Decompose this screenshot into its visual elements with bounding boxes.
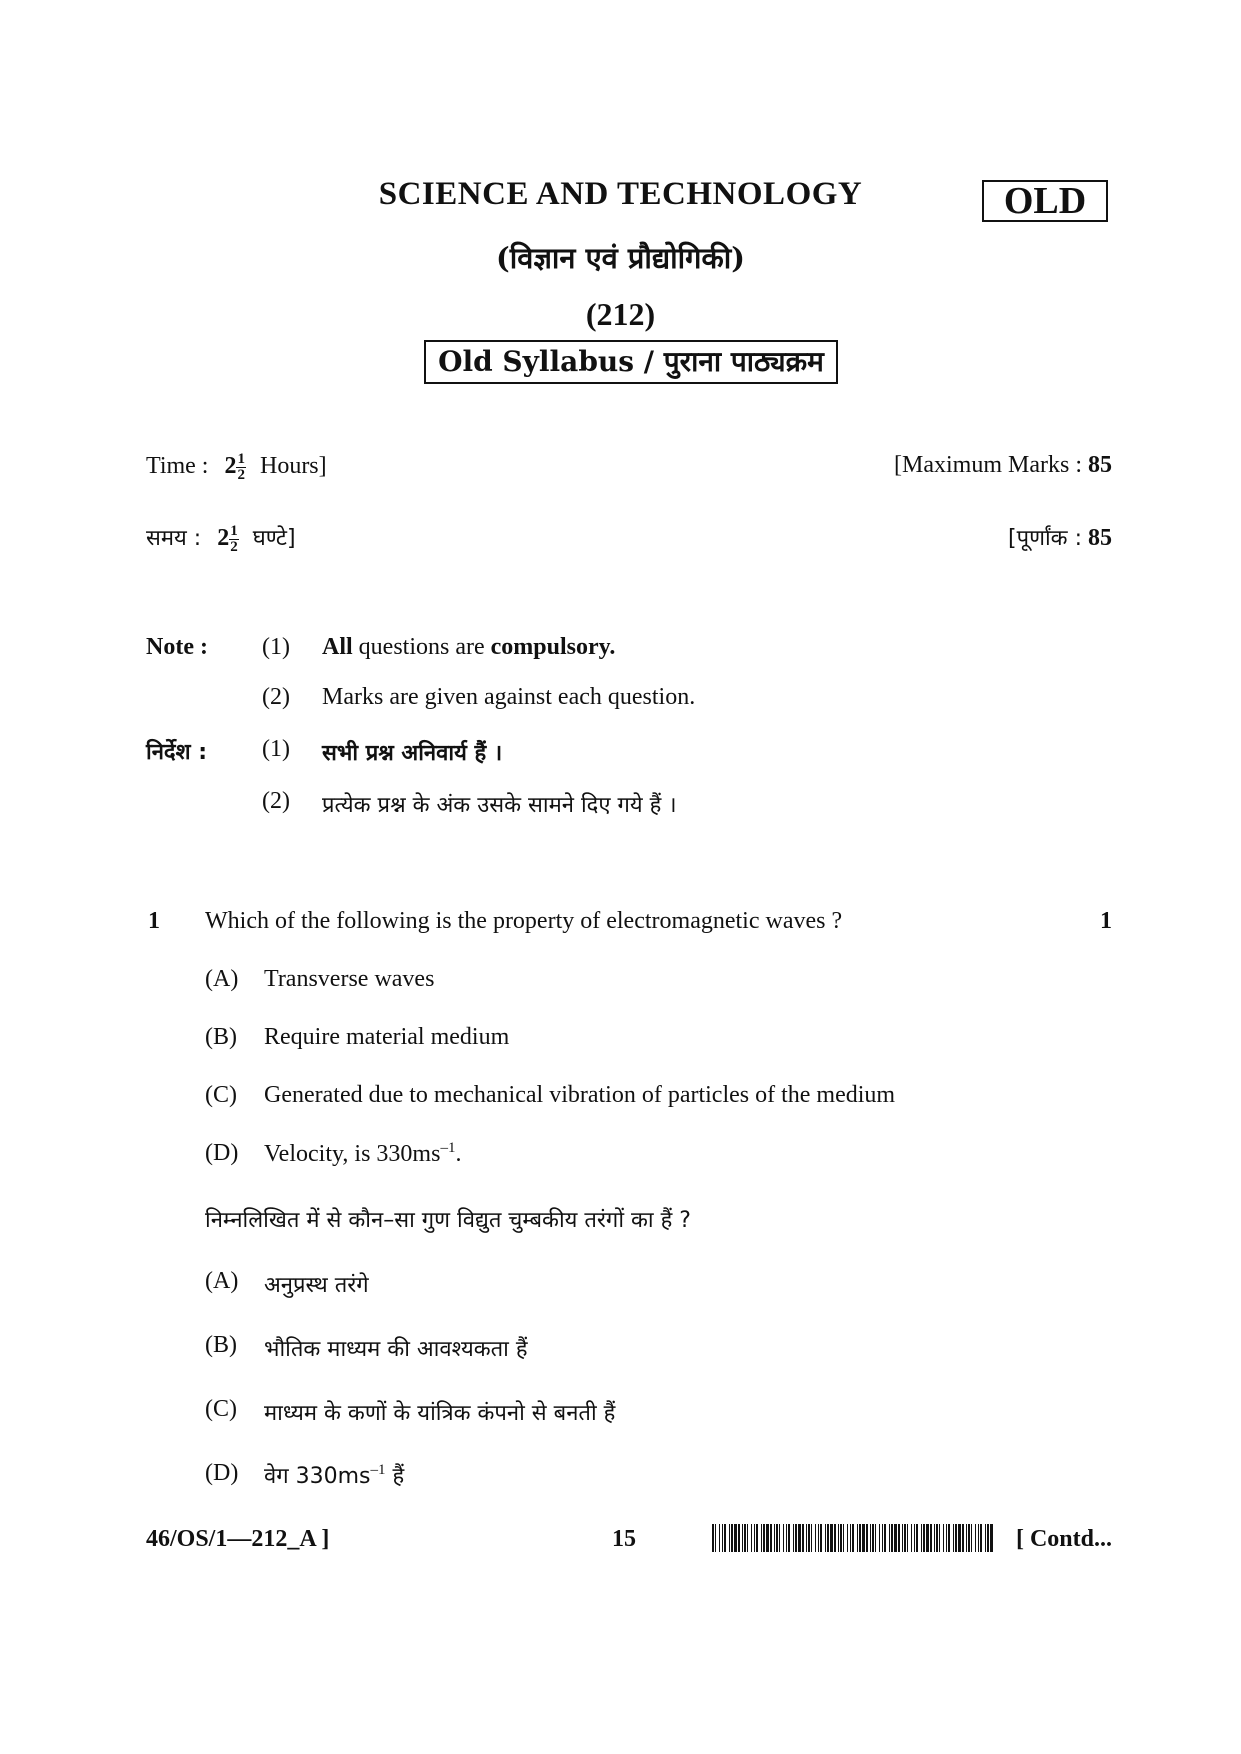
note-item-hindi-1: सभी प्रश्न अनिवार्य हैं । xyxy=(322,741,503,766)
max-marks-value-hindi: 85 xyxy=(1088,525,1112,551)
note-item-hindi-2-num: (2) xyxy=(262,788,290,814)
option-a-text: Transverse waves xyxy=(264,966,435,992)
option-d-text: Velocity, is $330ms^{-1}$. xyxy=(264,1140,462,1167)
option-b-text: Require material medium xyxy=(264,1024,510,1050)
page-number: 15 xyxy=(612,1526,636,1552)
option-d-label: (D) xyxy=(205,1140,239,1166)
contd-label: [ Contd... xyxy=(1015,1526,1112,1552)
time-label: Time : xyxy=(146,453,209,480)
time-row-hindi xyxy=(146,522,296,555)
paper-code: 46/OS/1—212_A ] xyxy=(146,1526,330,1552)
note-item-hindi-1-num: (1) xyxy=(262,736,290,762)
option-d-text-hindi: वेग $330ms^{-1}$ हैं xyxy=(264,1462,405,1489)
time-row xyxy=(146,452,327,483)
option-b-label-hindi: (B) xyxy=(205,1332,237,1358)
option-a-label-hindi: (A) xyxy=(205,1268,239,1294)
note-label: Note : xyxy=(146,634,208,660)
question-text-hindi: निम्नलिखित में से कौन–सा गुण विद्युत चुम्बकीय तरंगों का हैं ? xyxy=(205,1208,691,1233)
option-a-text-hindi: अनुप्रस्थ तरंगे xyxy=(264,1273,369,1298)
time-label-hindi: समय : xyxy=(146,526,202,551)
time-whole-hindi: 2 xyxy=(217,525,230,551)
note-item-1-num: (1) xyxy=(262,634,290,660)
option-c-label-hindi: (C) xyxy=(205,1396,237,1422)
exam-title: SCIENCE AND TECHNOLOGY xyxy=(378,176,863,212)
max-marks-value: 85 xyxy=(1088,452,1112,478)
option-a-label: (A) xyxy=(205,966,239,992)
time-fraction: $\frac{1}{2}$ xyxy=(237,451,245,483)
note-item-1: All questions are compulsory. xyxy=(322,634,616,660)
syllabus-box: Old Syllabus / पुराना पाठ्यक्रम xyxy=(424,340,838,384)
time-unit-hindi: घण्टे] xyxy=(252,526,296,551)
time-unit: Hours] xyxy=(259,453,327,480)
time-whole: 2 xyxy=(224,453,237,480)
barcode-icon xyxy=(712,1524,994,1552)
max-marks-label: [Maximum Marks : xyxy=(894,452,1082,478)
option-c-text: Generated due to mechanical vibration of particles of the medium xyxy=(264,1082,896,1108)
note-item-2: Marks are given against each question. xyxy=(322,684,696,710)
note-item-2-num: (2) xyxy=(262,684,290,710)
note-item-hindi-2: प्रत्येक प्रश्न के अंक उसके सामने दिए गये हैं । xyxy=(322,793,677,818)
option-b-text-hindi: भौतिक माध्यम की आवश्यकता हैं xyxy=(264,1337,528,1362)
subject-code: (212) xyxy=(585,296,656,332)
question-text: Which of the following is the property of electromagnetic waves ? xyxy=(205,908,843,934)
question-marks: 1 xyxy=(1100,908,1112,934)
question-number: 1 xyxy=(148,908,160,934)
option-d-label-hindi: (D) xyxy=(205,1460,239,1486)
note-label-hindi: निर्देश : xyxy=(146,740,208,765)
option-c-label: (C) xyxy=(205,1082,237,1108)
option-b-label: (B) xyxy=(205,1024,237,1050)
time-fraction-hindi: $\frac{1}{2}$ xyxy=(230,522,238,555)
max-marks-label-hindi: [पूर्णांक : xyxy=(1008,526,1082,551)
max-marks-row-hindi xyxy=(1008,522,1112,552)
option-c-text-hindi: माध्यम के कणों के यांत्रिक कंपनो से बनती हैं xyxy=(264,1401,616,1426)
exam-title-hindi: (विज्ञान एवं प्रौद्योगिकी) xyxy=(495,241,746,275)
max-marks-row xyxy=(894,452,1112,479)
old-badge: OLD xyxy=(982,180,1108,222)
